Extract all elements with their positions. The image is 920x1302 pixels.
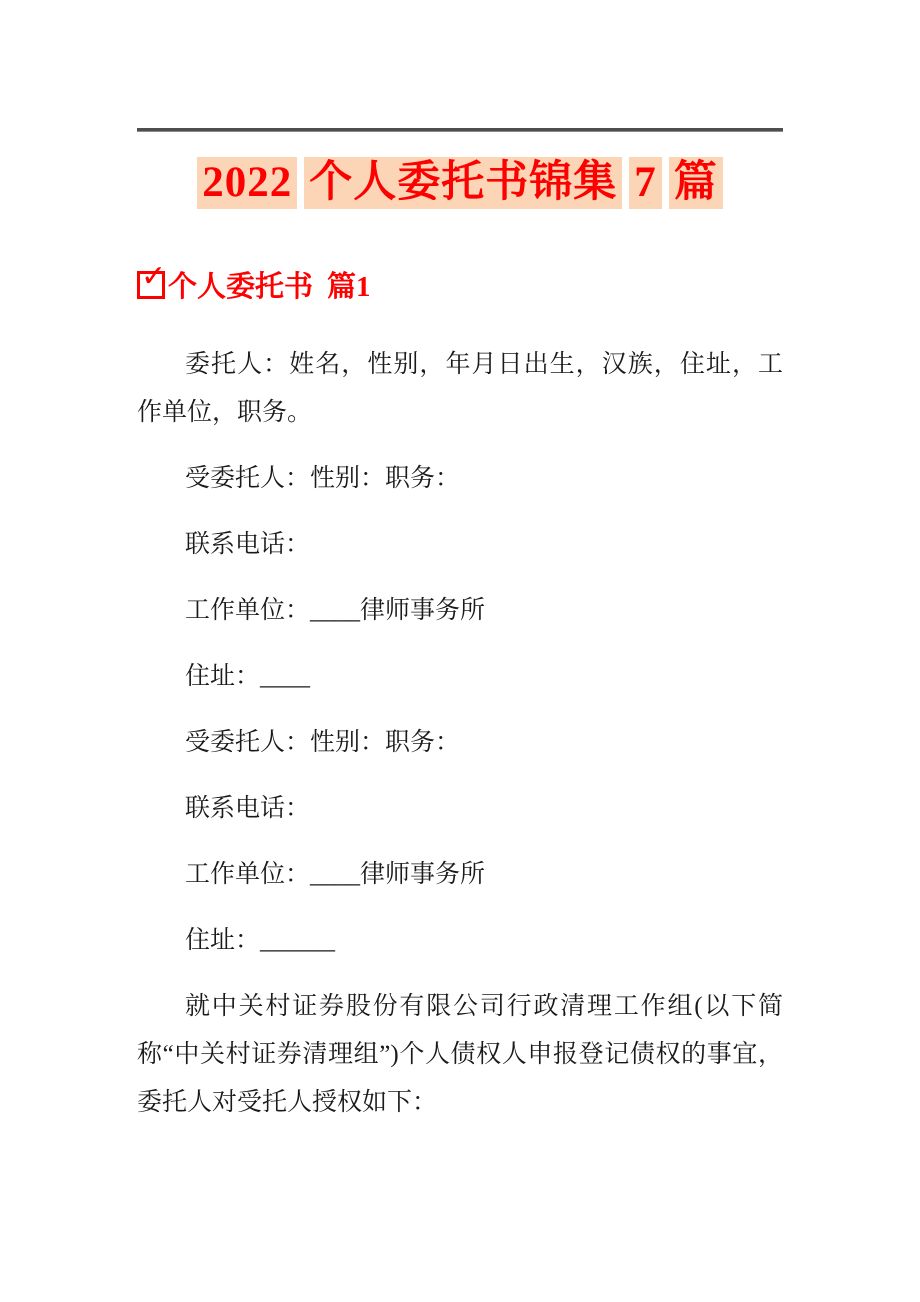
paragraph-agent-2: 受委托人：性别：职务： — [185, 729, 461, 756]
paragraph-phone-1: 联系电话： — [185, 531, 311, 558]
paragraph-principal: 委托人：姓名，性别，年月日出生，汉族，住址，工作单位，职务。 — [137, 351, 783, 426]
paragraph-authorization-intro: 就中关村证券股份有限公司行政清理工作组(以下简称“中关村证券清理组”)个人债权人申报登记债权的事宜，委托人对受托人授权如下： — [137, 993, 783, 1116]
paragraph-address-1: 住址：____ — [185, 663, 311, 690]
document-content — [137, 0, 783, 1127]
checked-checkbox-icon — [137, 259, 167, 299]
title-segment-count: 7 — [629, 157, 662, 209]
paragraph-workplace-1: 工作单位：____律师事务所 — [185, 597, 486, 624]
title-segment-unit: 篇 — [669, 157, 723, 209]
paragraph-phone-2: 联系电话： — [185, 795, 311, 822]
horizontal-rule — [137, 128, 783, 132]
section-heading-label: 个人委托书 — [168, 271, 314, 303]
paragraph-address-2: 住址：______ — [185, 927, 336, 954]
paragraph-workplace-2: 工作单位：____律师事务所 — [185, 861, 486, 888]
title-segment-main: 个人委托书锦集 — [304, 157, 622, 209]
checkmark-glyph: ✓ — [141, 259, 167, 294]
section-heading — [137, 259, 783, 305]
document-title — [137, 157, 783, 209]
title-segment-year: 2022 — [197, 157, 297, 209]
section-heading-part-number: 篇1 — [327, 271, 371, 303]
document-body — [137, 341, 783, 1127]
paragraph-agent-1: 受委托人：性别：职务： — [185, 465, 461, 492]
